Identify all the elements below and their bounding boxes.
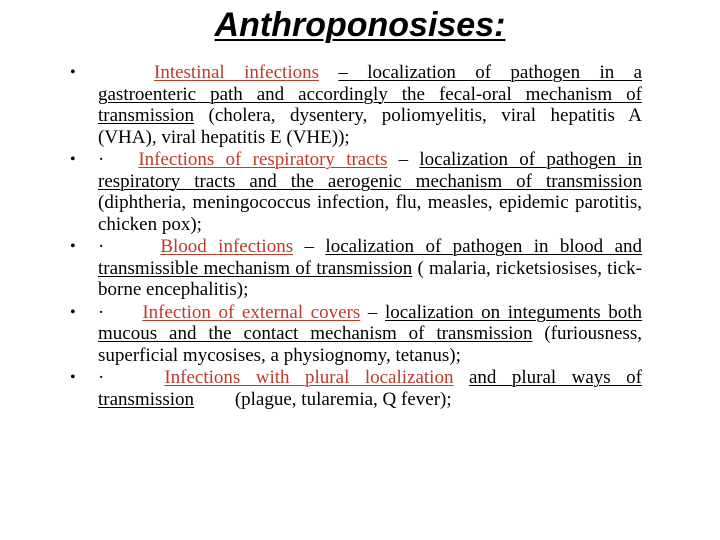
item-marker: · xyxy=(98,149,105,170)
item-heading: Intestinal infections xyxy=(154,62,319,83)
item-heading: Infections of respiratory tracts xyxy=(138,149,388,170)
item-dash: – xyxy=(398,149,409,170)
bullet-marker: • xyxy=(70,238,76,255)
item-examples: (plague, tularemia, Q fever); xyxy=(234,388,452,410)
item-examples: (diphtheria, meningococcus infection, flu, measles, epidemic parotitis, chicken pox); xyxy=(98,192,642,235)
list-item xyxy=(70,236,642,301)
item-examples: ( malaria, ricketsiosises, tick-borne encephalitis); xyxy=(98,257,642,300)
item-marker: · xyxy=(98,236,105,257)
item-mechanism: and plural ways of transmission xyxy=(98,367,642,410)
item-marker: · xyxy=(98,301,105,323)
bullet-marker: • xyxy=(70,369,76,386)
item-mechanism: localization on integuments both mucous and the contact mechanism of transmission xyxy=(98,301,643,344)
list-item xyxy=(70,149,642,235)
page-title: Anthroponosises: xyxy=(214,6,506,44)
item-mechanism: localization of pathogen in respiratory tracts and the aerogenic mechanism of transmission xyxy=(98,149,643,192)
bullet-list xyxy=(70,62,642,411)
bullet-marker: • xyxy=(70,64,76,81)
item-dash: – xyxy=(304,236,315,257)
item-examples: (furiousness, superficial mycosises, a physiognomy, tetanus); xyxy=(98,323,642,366)
item-heading: Infections with plural localization xyxy=(164,367,454,388)
item-marker: · xyxy=(98,367,105,388)
list-item xyxy=(70,367,642,410)
list-item xyxy=(70,62,642,148)
item-dash: – xyxy=(367,301,378,323)
list-item xyxy=(70,302,642,367)
bullet-marker: • xyxy=(70,151,76,168)
bullet-marker: • xyxy=(70,303,76,321)
item-heading: Blood infections xyxy=(160,236,294,257)
item-heading: Infection of external covers xyxy=(142,301,361,323)
item-mechanism: localization of pathogen in blood and transmissible mechanism of transmission xyxy=(98,236,643,279)
item-mechanism: localization of pathogen in a gastroenteric path and accordingly the fecal-oral mechanism of transmission xyxy=(98,62,643,126)
item-examples: (cholera, dysentery, poliomyelitis, viral hepatitis A (VHA), viral hepatitis E (VHE)); xyxy=(98,105,643,148)
item-dash: – xyxy=(338,62,368,83)
